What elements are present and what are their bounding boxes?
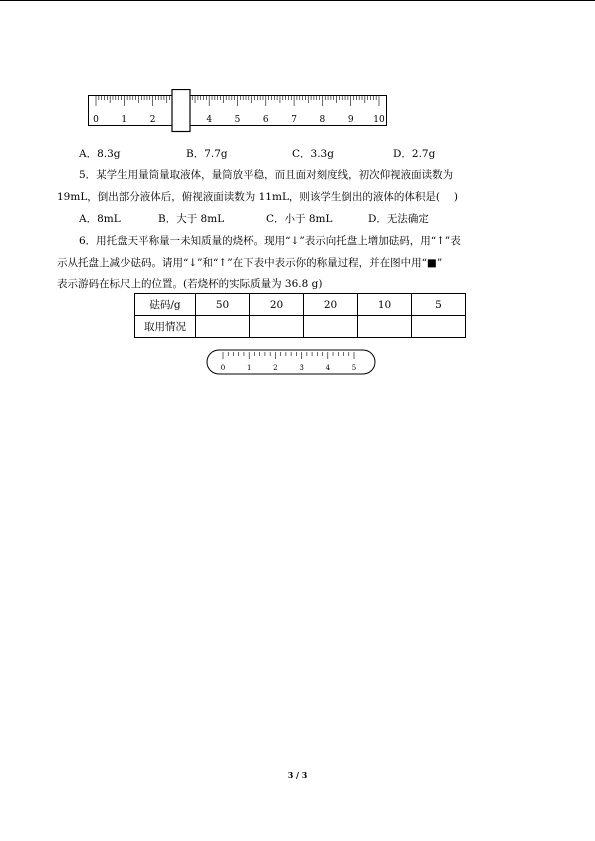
weight-cell: 10 bbox=[358, 294, 412, 316]
q5-option-b: B．大于 8mL bbox=[158, 213, 225, 225]
ruler-label: 1 bbox=[121, 115, 128, 125]
usage-cell[interactable] bbox=[304, 316, 358, 338]
table-row-label: 取用情况 bbox=[135, 316, 196, 338]
table-row-usage bbox=[135, 316, 466, 338]
weight-cell: 5 bbox=[412, 294, 466, 316]
scale-label: 1 bbox=[246, 364, 252, 372]
ruler-label: 0 bbox=[93, 115, 99, 125]
rider-slider bbox=[172, 90, 190, 132]
weight-cell: 50 bbox=[196, 294, 250, 316]
ruler-label: 8 bbox=[319, 115, 326, 125]
q6-text-line3: 表示游码在标尺上的位置。(若烧杯的实际质量为 36.8 g) bbox=[57, 278, 323, 290]
usage-cell[interactable] bbox=[196, 316, 250, 338]
ruler-label: 2 bbox=[149, 115, 156, 125]
ruler-label: 6 bbox=[262, 115, 269, 125]
rider-scale-graphic bbox=[206, 349, 376, 375]
q6-text-line2: 示从托盘上减少砝码。请用“↓”和“↑”在下表中表示你的称量过程，并在图中用“■” bbox=[57, 257, 443, 269]
table-row-weights bbox=[135, 294, 466, 316]
balance-ruler-graphic bbox=[88, 89, 388, 134]
q5-text-line2: 19mL，倒出部分液体后，俯视液面读数为 11mL，则该学生倒出的液体的体积是( ) bbox=[57, 191, 458, 203]
usage-cell[interactable] bbox=[412, 316, 466, 338]
weights-table bbox=[134, 293, 466, 338]
q5-option-a: A．8mL bbox=[79, 213, 121, 225]
q6-text-line1: 6．用托盘天平称量一未知质量的烧杯。现用“↓”表示向托盘上增加砝码，用“↑”表 bbox=[79, 235, 461, 247]
scale-label: 2 bbox=[273, 364, 278, 372]
q5-option-d: D．无法确定 bbox=[368, 213, 429, 225]
q5-text-line1: 5．某学生用量筒量取液体，量筒放平稳，而且面对刻度线，初次仰视液面读数为 bbox=[79, 169, 454, 181]
ruler-label: 10 bbox=[373, 115, 385, 125]
scale-label: 0 bbox=[220, 364, 226, 372]
scale-label: 3 bbox=[299, 364, 304, 372]
scale-label: 5 bbox=[351, 364, 357, 372]
usage-cell[interactable] bbox=[358, 316, 412, 338]
page-number: 3 / 3 bbox=[287, 770, 308, 780]
ruler-label: 4 bbox=[206, 115, 213, 125]
weight-cell: 20 bbox=[304, 294, 358, 316]
usage-cell[interactable] bbox=[250, 316, 304, 338]
q4-option-a: A．8.3g bbox=[79, 148, 121, 160]
q4-option-b: B．7.7g bbox=[186, 148, 228, 160]
weight-cell: 20 bbox=[250, 294, 304, 316]
table-header-label: 砝码/g bbox=[135, 294, 196, 316]
q4-option-c: C．3.3g bbox=[292, 148, 334, 160]
q5-option-c: C．小于 8mL bbox=[266, 213, 333, 225]
ruler-label: 9 bbox=[347, 115, 354, 125]
page-top-border bbox=[0, 0, 595, 1]
scale-label: 4 bbox=[325, 364, 331, 372]
q4-option-d: D．2.7g bbox=[393, 148, 436, 160]
ruler-label: 5 bbox=[234, 115, 241, 125]
ruler-label: 7 bbox=[291, 115, 297, 125]
rider-scale bbox=[206, 349, 376, 375]
balance-ruler bbox=[88, 89, 388, 134]
